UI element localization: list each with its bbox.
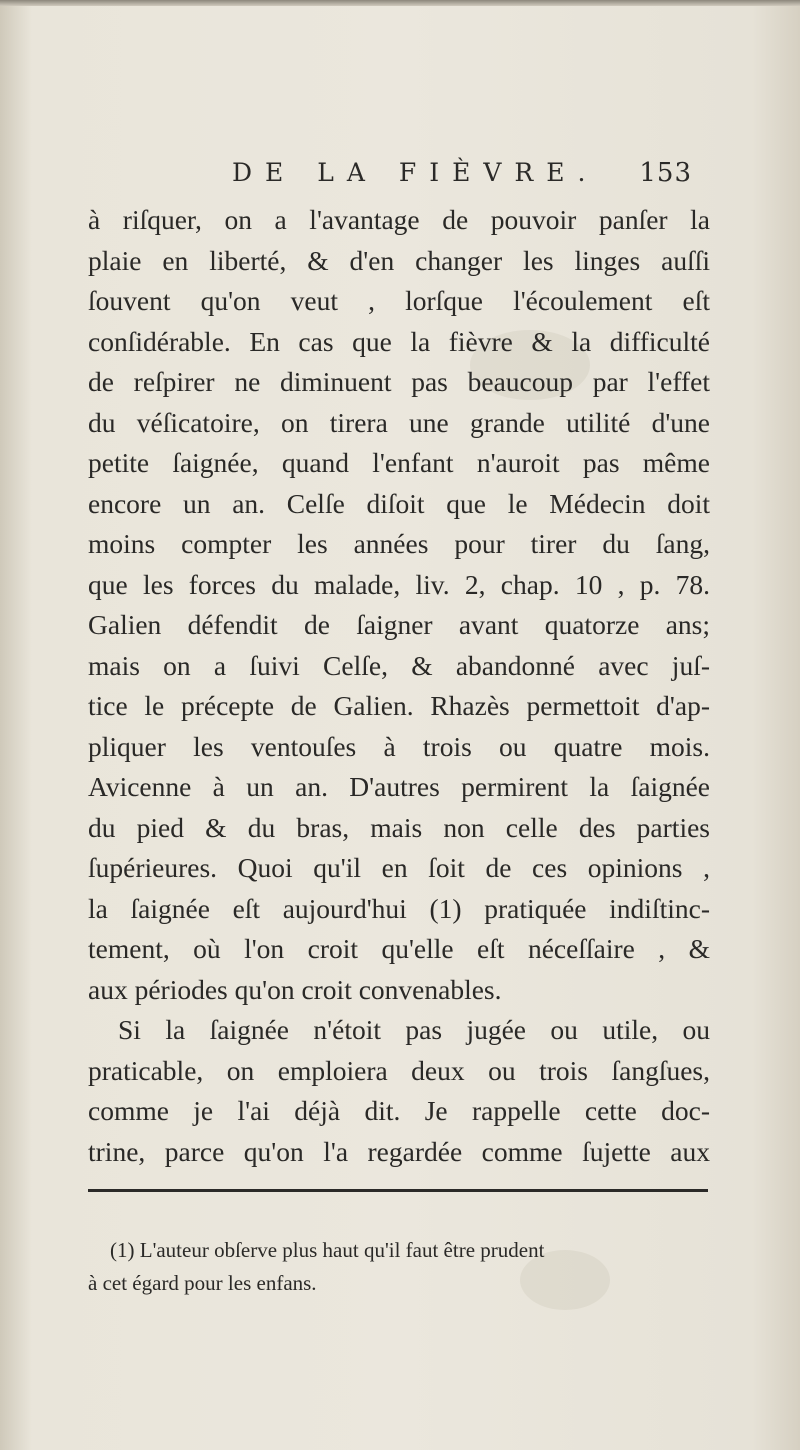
text-line: encore un an. Celſe diſoit que le Médecin doit	[88, 487, 710, 519]
footnote-rule	[88, 1189, 708, 1192]
footnote	[88, 1234, 710, 1300]
text-line: tement, où l'on croit qu'elle eſt néceſſaire , &	[88, 933, 710, 964]
text-line: Avicenne à un an. D'autres permirent la ſaignée	[88, 771, 710, 802]
running-head	[232, 158, 692, 194]
text-line: que les forces du malade, liv. 2, chap. 10 , p. 78.	[88, 568, 710, 600]
text-line: conſidérable. En cas que la fièvre & la difficulté	[88, 325, 710, 357]
body-text	[88, 200, 710, 1172]
running-head-title: DE LA FIÈVRE.	[232, 158, 599, 187]
text-line: la ſaignée eſt aujourd'hui (1) pratiquée indiſtinc-	[88, 892, 710, 924]
text-line: ſupérieures. Quoi qu'il en ſoit de ces opinions ,	[88, 852, 710, 883]
text-line: plaie en liberté, & d'en changer les linges auſſi	[88, 244, 710, 276]
footnote-line: (1) L'auteur obſerve plus haut qu'il faut être prudent	[110, 1238, 545, 1262]
footnote-line: à cet égard pour les enfans.	[88, 1271, 317, 1295]
text-line: trine, parce qu'on l'a regardée comme ſujette aux	[88, 1135, 710, 1167]
text-line: à riſquer, on a l'avantage de pouvoir panſer la	[88, 204, 710, 235]
text-line: comme je l'ai déjà dit. Je rappelle cette doc-	[88, 1095, 710, 1126]
text-line: mais on a ſuivi Celſe, & abandonné avec juſ-	[88, 649, 710, 681]
text-line: du véſicatoire, on tirera une grande utilité d'une	[88, 406, 710, 438]
text-line: aux périodes qu'on croit convenables.	[88, 973, 502, 1005]
text-line: Galien défendit de ſaigner avant quatorze ans;	[88, 609, 710, 640]
text-line: moins compter les années pour tirer du ſang,	[88, 528, 710, 559]
text-line: de reſpirer ne diminuent pas beaucoup par l'effet	[88, 366, 710, 397]
text-line: petite ſaignée, quand l'enfant n'auroit pas même	[88, 447, 710, 478]
page-top-edge	[0, 0, 800, 6]
text-line: Si la ſaignée n'étoit pas jugée ou utile, ou	[118, 1014, 710, 1045]
text-line: tice le précepte de Galien. Rhazès permettoit d'ap-	[88, 690, 710, 721]
page-number: 153	[639, 158, 692, 188]
text-line: pliquer les ventouſes à trois ou quatre mois.	[88, 730, 710, 762]
text-line: du pied & du bras, mais non celle des parties	[88, 811, 710, 843]
text-line: ſouvent qu'on veut , lorſque l'écoulement eſt	[88, 285, 710, 316]
text-line: praticable, on emploiera deux ou trois ſangſues,	[88, 1054, 710, 1086]
